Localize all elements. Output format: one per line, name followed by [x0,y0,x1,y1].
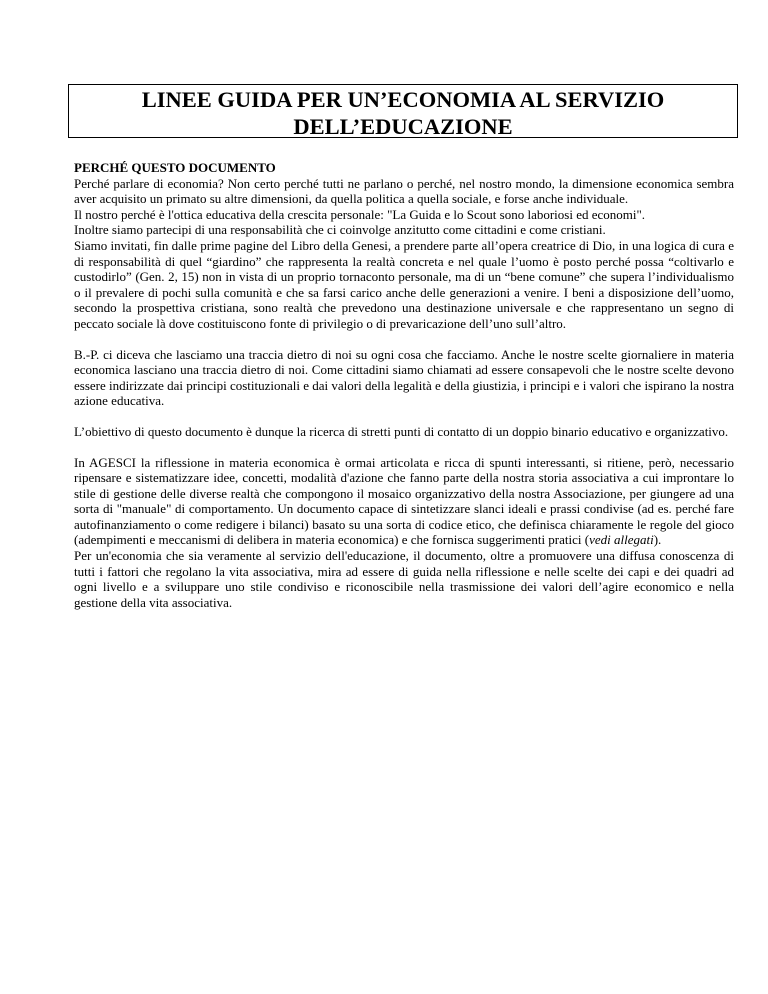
paragraph-4: Siamo invitati, fin dalle prime pagine del Libro della Genesi, a prendere parte all’opera creatrice di Dio, in una logica di cura e di responsabilità di quel “giardino” che rappresenta la realtà concreta e nel quale l’uomo è posto perché possa “coltivarlo e custodirlo” (Gen. 2, 15) non in vista di un proprio tornaconto personale, ma di un “bene comune” che supera l’individualismo o il prevalere di pochi sulla comunità e che sa farsi carico anche delle generazioni a venire. I beni a disposizione dell’uomo, secondo la prospettiva cristiana, sono realtà che prevedono una destinazione universale e che rappresentano un segno di peccato sociale là dove costituiscono fonte di privilegio o di prevaricazione dell’uno sull’altro. [74,237,734,331]
paragraph-7-text: In AGESCI la riflessione in materia economica è ormai articolata e ricca di spunti interessanti, si ritiene, però, necessario ripensare e sistematizzare idee, concetti, modalità d'azione che fanno parte della nostra storia associativa a cui improntare lo stile di gestione delle diverse realtà che compongono il mosaico organizzativo della nostra Associazione, per giungere ad una sorta di "manuale" di comportamento. Un documento capace di sintetizzare slanci ideali e prassi condivise (ad es. perché fare autofinanziamento o come redigere i bilanci) basato su una sorta di codice etico, che definisca chiaramente le regole del gioco (adempimenti e meccanismi di delibera in materia economica) e che fornisca suggerimenti pratici ( [74,454,734,548]
section-heading: PERCHÉ QUESTO DOCUMENTO [74,160,276,175]
paragraph-7-italic: vedi allegati [589,532,654,548]
paragraph-6: L’obiettivo di questo documento è dunque la ricerca di stretti punti di contatto di un doppio binario educativo e organizzativo. [74,423,729,439]
paragraph-5: B.-P. ci diceva che lasciamo una traccia dietro di noi su ogni cosa che facciamo. Anche le nostre scelte giornaliere in materia economica lasciano una traccia dietro di noi. Come cittadini siamo chiamati ad essere consapevoli che le nostre scelte devono essere indirizzate dai principi costituzionali e dai valori della legalità e della giustizia, i principi e i valori che ispirano la nostra azione educativa. [74,346,734,409]
document-title-box [68,84,738,138]
document-title-line-2: DELL’EDUCAZIONE [293,114,513,139]
paragraph-7 [74,455,734,549]
document-title-line-1: LINEE GUIDA PER UN’ECONOMIA AL SERVIZIO [141,87,665,112]
document-body [74,160,734,610]
paragraph-2: Il nostro perché è l'ottica educativa della crescita personale: "La Guida e lo Scout sono laboriosi ed economi". [74,206,646,222]
paragraph-7-end: ). [653,532,662,548]
paragraph-3: Inoltre siamo partecipi di una responsabilità che ci coinvolge anzitutto come cittadini e come cristiani. [74,222,606,238]
paragraph-1: Perché parlare di economia? Non certo perché tutti ne parlano o perché, nel nostro mondo, la dimensione economica sembra aver acquisito un primato su altre dimensioni, da quella politica a quella sociale, e forse anche individuale. [74,175,734,207]
paragraph-8: Per un'economia che sia veramente al servizio dell'educazione, il documento, oltre a promuovere una diffusa conoscenza di tutti i fattori che regolano la vita associativa, mira ad essere di guida nella riflessione e nelle scelte dei capi e dei quadri ad ogni livello e a sviluppare uno stile condiviso e riconoscibile nella trasmissione dei valori dell’agire economico e nella gestione della vita associativa. [74,548,734,610]
